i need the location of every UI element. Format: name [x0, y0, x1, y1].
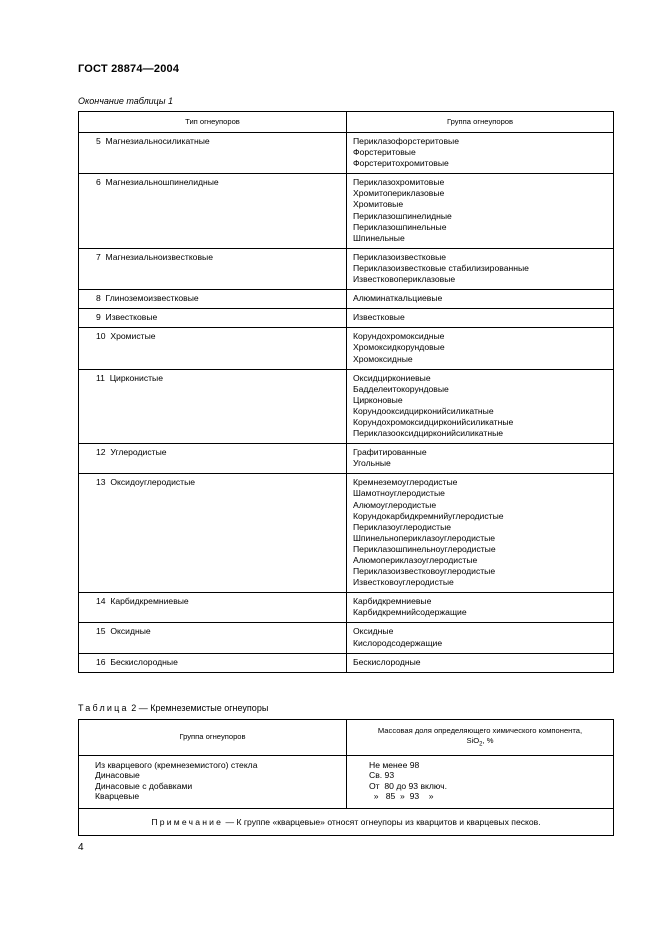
- refractory-groups: [347, 369, 614, 444]
- table2: [78, 719, 614, 836]
- refractory-group: Оксидциркониевые: [353, 372, 431, 383]
- refractory-groups: [347, 174, 614, 249]
- refractory-group: Бадделеитокорундовые: [353, 383, 449, 394]
- refractory-group: Хромоксидкорундовые: [353, 342, 445, 353]
- refractory-group: Форстеритохромитовые: [353, 158, 449, 169]
- table1-row: [79, 593, 614, 623]
- value-item: Св. 93: [369, 770, 395, 781]
- refractory-group: Хромитовые: [353, 199, 404, 210]
- values-cell: [347, 756, 614, 809]
- refractory-group: Шамотноуглеродистые: [353, 488, 445, 499]
- column-header-group: Группа огнеупоров: [347, 112, 614, 133]
- refractory-group: Хромитопериклазовые: [353, 188, 445, 199]
- note-text: — К группе «кварцевые» относят огнеупоры из кварцитов и кварцевых песков.: [223, 816, 541, 827]
- refractory-groups: [347, 474, 614, 593]
- refractory-type: 13 Оксидоуглеродистые: [79, 474, 347, 593]
- table1-row: [79, 248, 614, 289]
- refractory-group: Корундохромоксидные: [353, 331, 445, 342]
- refractory-group: Известковоуглеродистые: [353, 577, 454, 588]
- table2-note: [79, 809, 614, 836]
- refractory-group: Корундокарбидкремнийуглеродистые: [353, 510, 504, 521]
- note-label: Примечание: [151, 816, 224, 827]
- refractory-groups: [347, 133, 614, 174]
- refractory-type: 6 Магнезиальношпинелидные: [79, 174, 347, 249]
- refractory-group: Карбидкремнийсодержащие: [353, 607, 467, 618]
- refractory-type: 5 Магнезиальносиликатные: [79, 133, 347, 174]
- table1-header-row: [79, 112, 614, 133]
- group-item: Из кварцевого (кремнеземистого) стекла: [95, 760, 258, 770]
- column-header-mass-fraction: [347, 720, 614, 756]
- groups-cell: [79, 756, 347, 809]
- mass-fraction-label: Массовая доля определяющего химического компонента,: [377, 725, 583, 735]
- table1-row: [79, 474, 614, 593]
- group-item: Кварцевые: [95, 791, 140, 802]
- table2-caption: [78, 703, 268, 713]
- table1-row: [79, 623, 614, 653]
- refractory-group: Хромоксидные: [353, 353, 413, 364]
- unit-label: , %: [482, 735, 494, 745]
- refractory-group: Шпинельнопериклазоуглеродистые: [353, 532, 496, 543]
- refractory-group: Периклазоуглеродистые: [353, 521, 452, 532]
- refractory-group: Алюмоуглеродистые: [353, 499, 437, 510]
- column-header-group: Группа огнеупоров: [79, 720, 347, 756]
- refractory-group: Цирконовые: [353, 394, 403, 405]
- refractory-groups: [347, 593, 614, 623]
- refractory-group: Оксидные: [353, 626, 394, 637]
- table2-note-row: [79, 809, 614, 836]
- refractory-group: Корундооксидцирконийсиликатные: [353, 405, 494, 416]
- refractory-type: 8 Глиноземоизвестковые: [79, 290, 347, 309]
- refractory-type: 11 Цирконистые: [79, 369, 347, 444]
- group-item: Динасовые: [95, 770, 140, 781]
- refractory-type: 15 Оксидные: [79, 623, 347, 653]
- refractory-group: Угольные: [353, 458, 391, 469]
- refractory-type: 14 Карбидкремниевые: [79, 593, 347, 623]
- refractory-groups: [347, 653, 614, 672]
- table1-caption: Окончание таблицы 1: [78, 96, 173, 106]
- refractory-groups: [347, 444, 614, 474]
- refractory-type: 16 Бескислородные: [79, 653, 347, 672]
- refractory-group: Бескислородные: [353, 656, 421, 667]
- table1-row: [79, 290, 614, 309]
- sio2-subscript: 2: [479, 741, 483, 748]
- value-item: Не менее 98: [369, 760, 420, 770]
- refractory-type: 9 Известковые: [79, 309, 347, 328]
- table2-caption-title: 2 — Кремнеземистые огнеупоры: [128, 703, 269, 713]
- table2-body-row: [79, 756, 614, 809]
- refractory-groups: [347, 623, 614, 653]
- refractory-group: Периклазошпинельноуглеродистые: [353, 543, 496, 554]
- refractory-group: Периклазофорстеритовые: [353, 136, 459, 146]
- refractory-group: Известковопериклазовые: [353, 274, 456, 285]
- table1-row: [79, 444, 614, 474]
- refractory-group: Известковые: [353, 312, 405, 323]
- refractory-group: Периклазоизвестковоуглеродистые: [353, 566, 496, 577]
- page-number: 4: [78, 842, 84, 853]
- refractory-group: Периклазооксидцирконийсиликатные: [353, 428, 504, 439]
- refractory-group: Алюмопериклазоуглеродистые: [353, 555, 478, 565]
- refractory-type: 7 Магнезиальноизвестковые: [79, 248, 347, 289]
- refractory-group: Периклазоизвестковые стабилизированные: [353, 262, 529, 273]
- refractory-groups: [347, 309, 614, 328]
- table2-header-row: [79, 720, 614, 756]
- refractory-group: Карбидкремниевые: [353, 596, 432, 607]
- refractory-group: Периклазоизвестковые: [353, 251, 447, 262]
- table2-caption-label: Таблица: [78, 703, 129, 713]
- value-item: От 80 до 93 включ.: [369, 780, 448, 791]
- refractory-group: Форстеритовые: [353, 147, 416, 158]
- refractory-group: Алюминаткальциевые: [353, 293, 443, 304]
- table1-row: [79, 309, 614, 328]
- table1-row: [79, 369, 614, 444]
- refractory-group: Периклазохромитовые: [353, 177, 445, 188]
- refractory-group: Корундохромоксидцирконийсиликатные: [353, 416, 514, 427]
- sio2-formula: SiO: [466, 735, 480, 745]
- value-item: » 85 » 93 »: [369, 791, 434, 802]
- refractory-type: 10 Хромистые: [79, 328, 347, 369]
- document-title: ГОСТ 28874—2004: [78, 63, 180, 75]
- table1-row: [79, 174, 614, 249]
- refractory-group: Периклазошпинельные: [353, 221, 447, 232]
- refractory-group: Кислородсодержащие: [353, 637, 443, 648]
- refractory-groups: [347, 290, 614, 309]
- group-item: Динасовые с добавками: [95, 780, 193, 791]
- column-header-type: Тип огнеупоров: [79, 112, 347, 133]
- refractory-group: Кремнеземоуглеродистые: [353, 477, 458, 488]
- table1-row: [79, 653, 614, 672]
- refractory-type: 12 Углеродистые: [79, 444, 347, 474]
- refractory-group: Шпинельные: [353, 232, 405, 243]
- refractory-groups: [347, 248, 614, 289]
- table1-row: [79, 328, 614, 369]
- refractory-group: Периклазошпинелидные: [353, 210, 452, 221]
- refractory-group: Графитированные: [353, 447, 427, 458]
- refractory-groups: [347, 328, 614, 369]
- table1: [78, 111, 614, 673]
- table1-row: [79, 133, 614, 174]
